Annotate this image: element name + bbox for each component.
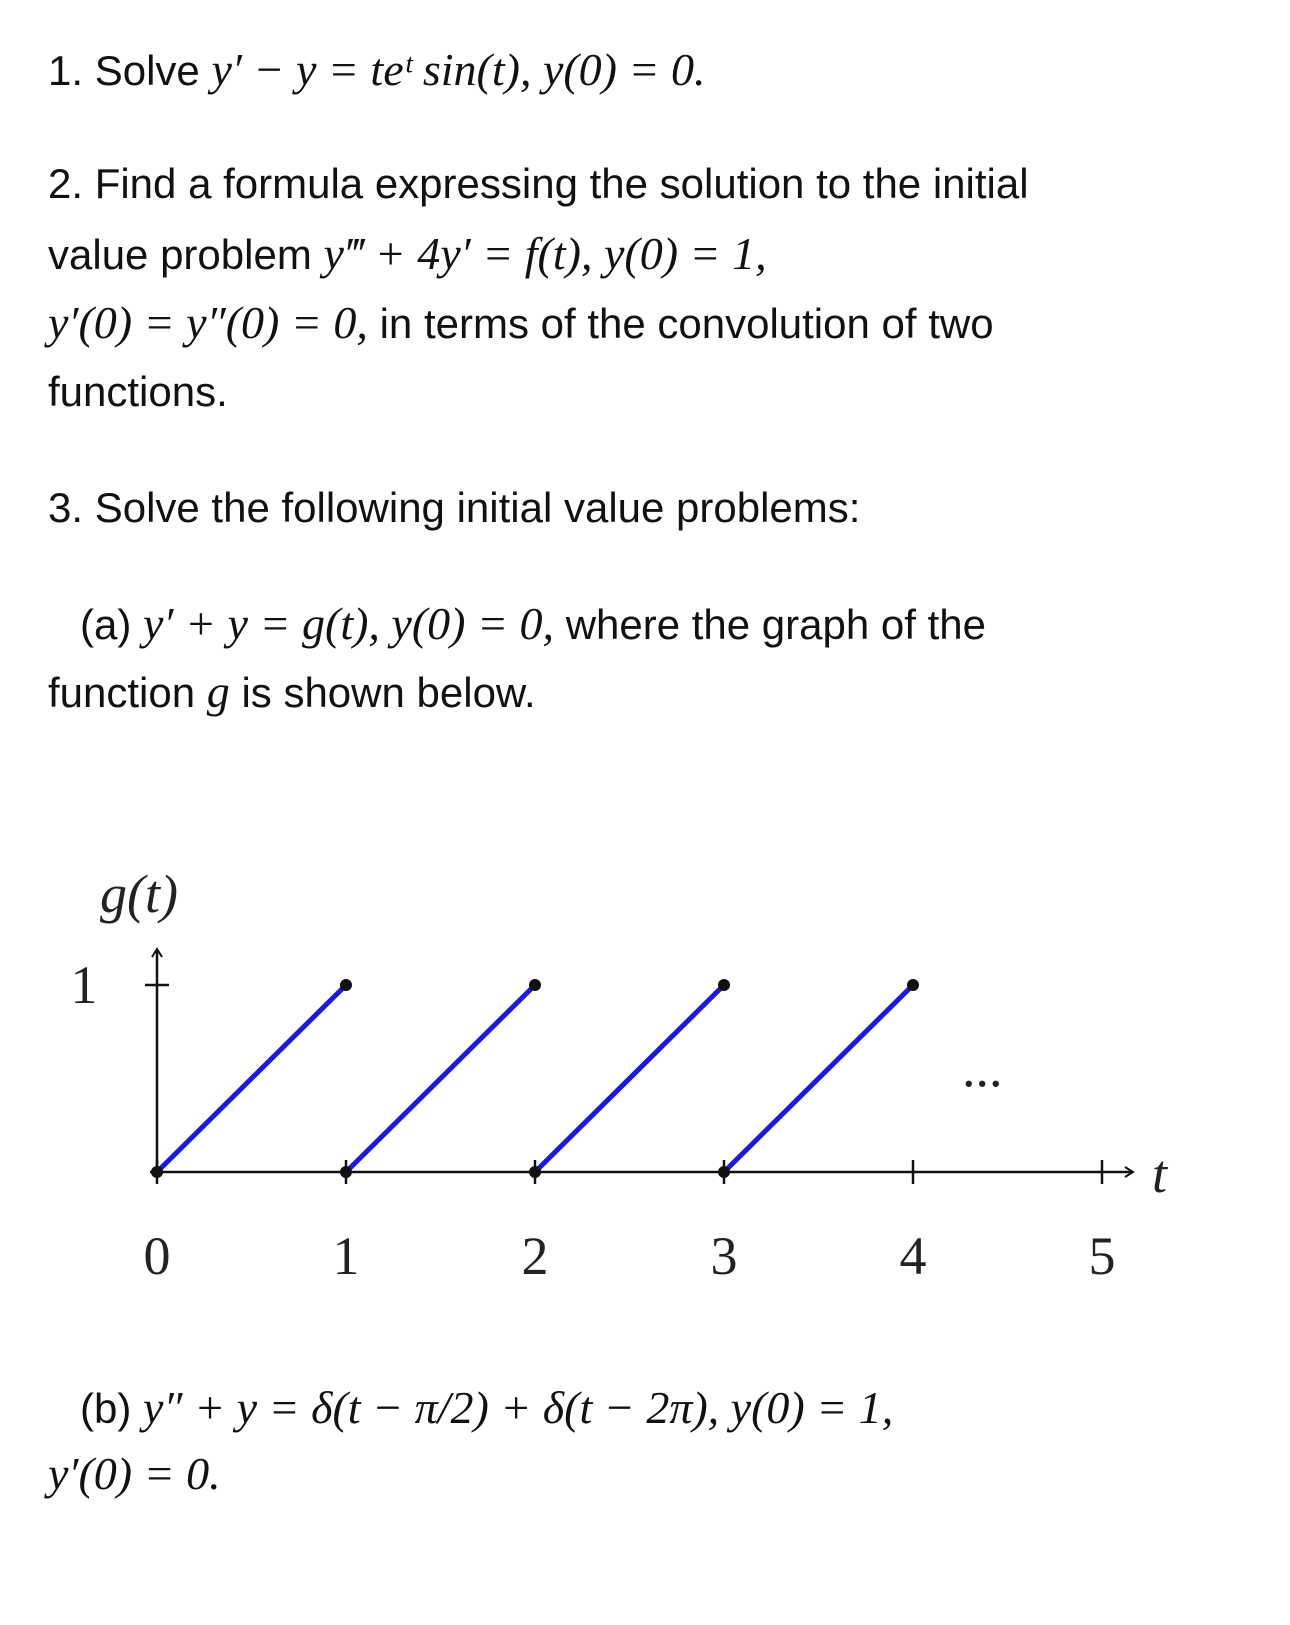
problem-2-line-4: functions.	[48, 368, 228, 415]
series-line-4	[724, 985, 913, 1172]
problem-3a-tail: where the graph of the	[565, 601, 986, 648]
x-tick-label-5: 5	[1088, 1226, 1116, 1286]
chart-title: g(t)	[100, 864, 178, 924]
data-point-1	[340, 979, 352, 991]
y-tick-label-0: 1	[70, 955, 98, 1015]
problem-2-line-2	[48, 228, 767, 281]
problem-3b-equation-2: y′(0) = 0.	[48, 1448, 221, 1499]
data-point-6	[718, 1166, 730, 1178]
chart-ellipsis: ...	[962, 1038, 1003, 1098]
x-tick-label-1: 1	[332, 1226, 360, 1286]
problem-3b-line-2	[48, 1448, 221, 1501]
problem-3b-lead: (b)	[80, 1385, 132, 1432]
data-point-4	[529, 1166, 541, 1178]
problem-3a-lead: (a)	[80, 601, 132, 648]
x-axis-label: t	[1152, 1144, 1168, 1204]
problem-2-lead: value problem	[48, 231, 312, 278]
problem-2-equation: y‴ + 4y′ = f(t), y(0) = 1,	[323, 228, 767, 279]
data-point-3	[529, 979, 541, 991]
series-line-3	[535, 985, 724, 1172]
problem-3-heading: 3. Solve the following initial value problems:	[48, 484, 861, 531]
series-line-2	[346, 985, 535, 1172]
problem-3b-line-1	[80, 1382, 893, 1435]
problem-2-tail: in terms of the convolution of two	[379, 300, 994, 347]
series-line-1	[157, 985, 346, 1172]
problem-3a-line-2	[48, 666, 536, 719]
problem-3b-equation: y″ + y = δ(t − π/2) + δ(t − 2π), y(0) = 1,	[143, 1382, 894, 1433]
problem-2-equation-2: y′(0) = y″(0) = 0,	[48, 297, 368, 348]
x-tick-label-2: 2	[521, 1226, 549, 1286]
problem-1	[48, 44, 706, 97]
x-tick-label-4: 4	[899, 1226, 927, 1286]
problem-3a-line-2-var: g	[206, 666, 230, 717]
data-point-0	[151, 1166, 163, 1178]
problem-1-equation: y′ − y = tеᵗ sin(t), y(0) = 0.	[211, 44, 706, 95]
problem-1-lead: 1. Solve	[48, 47, 200, 94]
problem-3a-equation: y′ + y = g(t), y(0) = 0,	[143, 598, 555, 649]
problem-2-line-3	[48, 297, 994, 350]
problem-3a-line-1	[80, 598, 986, 651]
problem-3a-line-2-post: is shown below.	[241, 669, 536, 716]
data-point-2	[340, 1166, 352, 1178]
x-tick-label-3: 3	[710, 1226, 738, 1286]
g-of-t-chart	[0, 820, 1290, 1340]
data-point-5	[718, 979, 730, 991]
data-point-7	[907, 979, 919, 991]
chart-marks	[71, 955, 1116, 1286]
x-tick-label-0: 0	[143, 1226, 171, 1286]
problem-2-line-1: 2. Find a formula expressing the solution to the initial	[48, 160, 1029, 207]
problem-3a-line-2-pre: function	[48, 669, 196, 716]
